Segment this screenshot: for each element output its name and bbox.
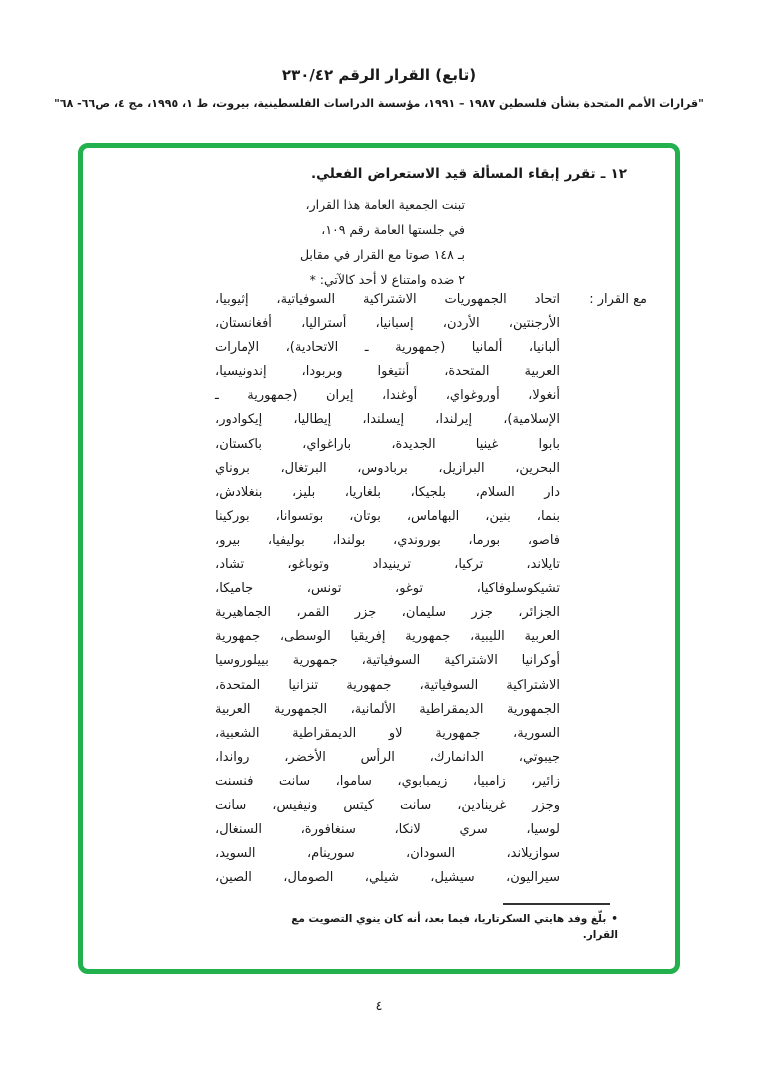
vote-countries-line: لوسيا، سري لانكا، سنغافورة، السنغال، (215, 822, 560, 838)
adoption-line: تبنت الجمعية العامة هذا القرار، (305, 197, 465, 212)
clause-12-text: ١٢ ـ تقرر إبقاء المسألة قيد الاستعراض الفعلي. (311, 166, 627, 182)
vote-countries-line: السورية، جمهورية لاو الديمقراطية الشعبية، (215, 725, 560, 741)
vote-countries-line: الجزائر، جزر سليمان، جزر القمر، الجماهيرية (215, 605, 560, 621)
header-title: (تابع) القرار الرقم ٢٣٠/٤٢ (281, 66, 477, 84)
header-source-citation: "قرارات الأمم المتحدة بشأن فلسطين ١٩٨٧ – ١٩٩١، مؤسسة الدراسات الفلسطينية، بيروت، ط ١، ١٩٩٥، مج ٤، ص٦٦- ٦٨" (54, 97, 704, 110)
vote-countries-line: وجزر غرينادين، سانت كيتس ونيفيس، سانت (215, 797, 560, 813)
vote-countries-line: تايلاند، تركيا، ترينيداد وتوباغو، تشاد، (215, 557, 560, 573)
vote-countries-line: ألبانيا، ألمانيا (جمهورية ـ الاتحادية)، الإمارات (215, 340, 560, 356)
footnote (268, 911, 618, 943)
vote-countries-line: سيراليون، سيشيل، شيلي، الصومال، الصين، (215, 870, 560, 886)
vote-countries-line: الإسلامية)، إيرلندا، إيسلندا، إيطاليا، إيكوادور، (215, 412, 560, 428)
vote-countries-line: تشيكوسلوفاكيا، توغو، تونس، جاميكا، (215, 581, 560, 597)
vote-countries-line: سوازيلاند، السودان، سورينام، السويد، (215, 846, 560, 862)
vote-with-resolution-block (83, 288, 675, 898)
vote-countries-line: اتحاد الجمهوريات الاشتراكية السوفياتية، إثيوبيا، (215, 292, 560, 307)
vote-countries-line: جيبوتي، الدانمارك، الرأس الأخضر، رواندا، (215, 749, 560, 765)
footnote-separator-rule (503, 903, 610, 905)
footnote-text: بلّغ وفد هايتي السكرتاريا، فيما بعد، أنه كان ينوي التصويت مع القرار. (291, 913, 618, 941)
adoption-paragraph (300, 192, 465, 292)
vote-countries-line: الجمهورية الديمقراطية الألمانية، الجمهورية العربية (215, 701, 560, 717)
vote-countries-line: أنغولا، أوروغواي، أوغندا، إيران (جمهورية ـ (215, 388, 560, 404)
vote-countries-line: دار السلام، بلجيكا، بلغاريا، بليز، بنغلادش، (215, 484, 560, 500)
vote-countries-line: الاشتراكية السوفياتية، جمهورية تنزانيا المتحدة، (215, 677, 560, 693)
adoption-line: ٢ ضده وامتناع لا أحد كالآتي: * (309, 272, 465, 287)
adoption-line: في جلستها العامة رقم ١٠٩، (321, 222, 465, 237)
page-number: ٤ (375, 999, 383, 1014)
vote-countries-line: العربية الليبية، جمهورية إفريقيا الوسطى، جمهورية (215, 629, 560, 645)
vote-countries-line: أوكرانيا الاشتراكية السوفياتية، جمهورية بييلوروسيا (215, 653, 560, 669)
vote-countries-line: البحرين، البرازيل، بربادوس، البرتغال، بروناي (215, 460, 560, 476)
adoption-line: بـ ١٤٨ صوتا مع القرار في مقابل (299, 247, 465, 262)
vote-countries-line: بابوا غينيا الجديدة، باراغواي، باكستان، (215, 436, 560, 452)
vote-countries-line: العربية المتحدة، أنتيغوا وبربودا، إندونيسيا، (215, 364, 560, 380)
vote-countries-line: بنما، بنين، البهاماس، بوتان، بوتسوانا، بوركينا (215, 508, 560, 524)
vote-countries-line: الأرجنتين، الأردن، إسبانيا، أستراليا، أفغانستان، (215, 316, 560, 332)
vote-countries-line: زائير، زامبيا، زيمبابوي، ساموا، سانت فنسنت (215, 773, 560, 789)
footnote-bullet-icon: • (611, 913, 618, 925)
green-content-frame (78, 143, 680, 974)
vote-countries-line: فاصو، بورما، بوروندي، بولندا، بوليفيا، بيرو، (215, 532, 560, 548)
vote-with-label: مع القرار : (589, 292, 647, 307)
vote-countries-list (215, 288, 560, 890)
